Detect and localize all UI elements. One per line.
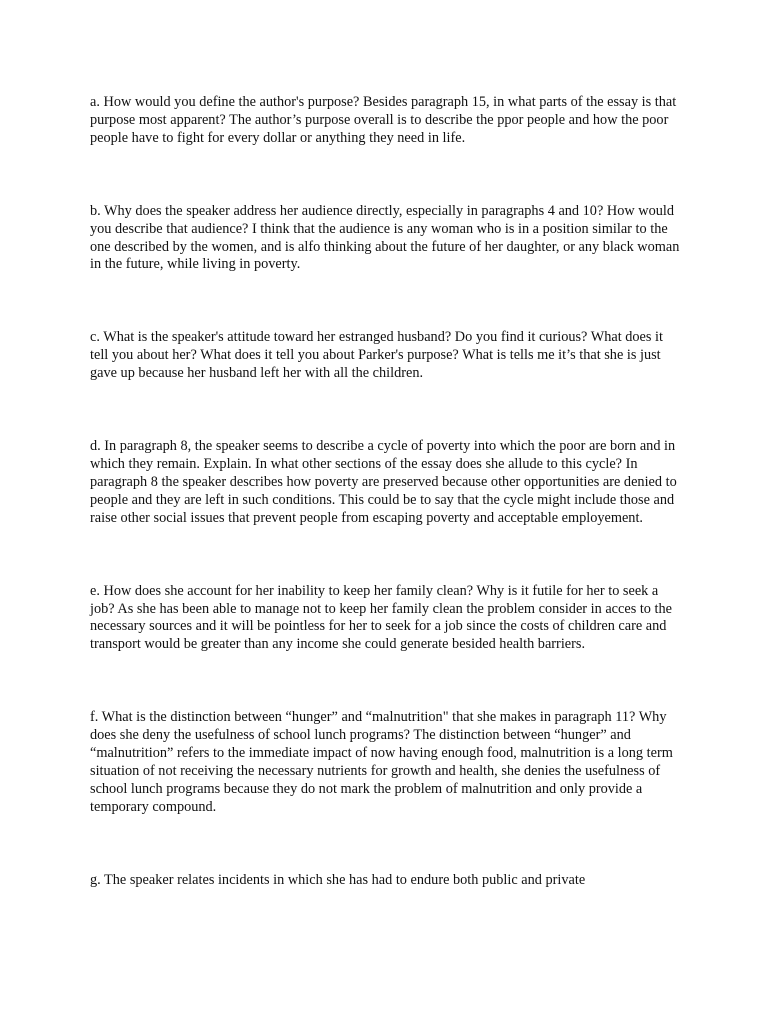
paragraph-question-c: c. What is the speaker's attitude toward her estranged husband? Do you find it curious? What does it tell you about her? What does it tell you about Parker's purpose? What is tells me it’s that she is just gave up because her husband left her with all the children. — [90, 329, 663, 382]
paragraph-question-b: b. Why does the speaker address her audience directly, especially in paragraphs 4 and 10? How would you describe that audience? I think that the audience is any woman who is in a position similar to the one described by the women, and is alfo thinking about the future of her daughter, or any black woman in the future, while living in poverty. — [90, 202, 680, 273]
paragraph-question-f: f. What is the distinction between “hunger” and “malnutrition" that she makes in paragraph 11? Why does she deny the usefulness of school lunch programs? The distinction between “hunger” and “malnutrition” refers to the immediate impact of now having enough food, malnutrition is a long term situation of not receiving the necessary nutrients for growth and health, she denies the usefulness of school lunch programs because they do not mark the problem of malnutrition and only provide a temporary compound. — [90, 709, 673, 815]
paragraph-question-g: g. The speaker relates incidents in which she has had to endure both public and private — [90, 871, 586, 888]
document-page — [90, 94, 680, 890]
paragraph-question-d: d. In paragraph 8, the speaker seems to describe a cycle of poverty into which the poor are born and in which they remain. Explain. In what other sections of the essay does she allude to this cycle? In paragraph 8 the speaker describes how poverty are preserved because other opportunities are denied to people and they are left in such conditions. This could be to say that the cycle might include those and raise other social issues that prevent people from escaping poverty and acceptable employement. — [90, 438, 677, 526]
paragraph-question-a: a. How would you define the author's purpose? Besides paragraph 15, in what parts of the essay is that purpose most apparent? The author’s purpose overall is to describe the ppor people and how the poor people have to fight for every dollar or anything they need in life. — [90, 94, 677, 146]
paragraph-question-e: e. How does she account for her inability to keep her family clean? Why is it futile for her to seek a job? As she has been able to manage not to keep her family clean the problem consider in acces to the necessary sources and it will be pointless for her to seek for a job since the costs of children care and transport would be greater than any income she could generate besided health barriers. — [90, 582, 672, 653]
